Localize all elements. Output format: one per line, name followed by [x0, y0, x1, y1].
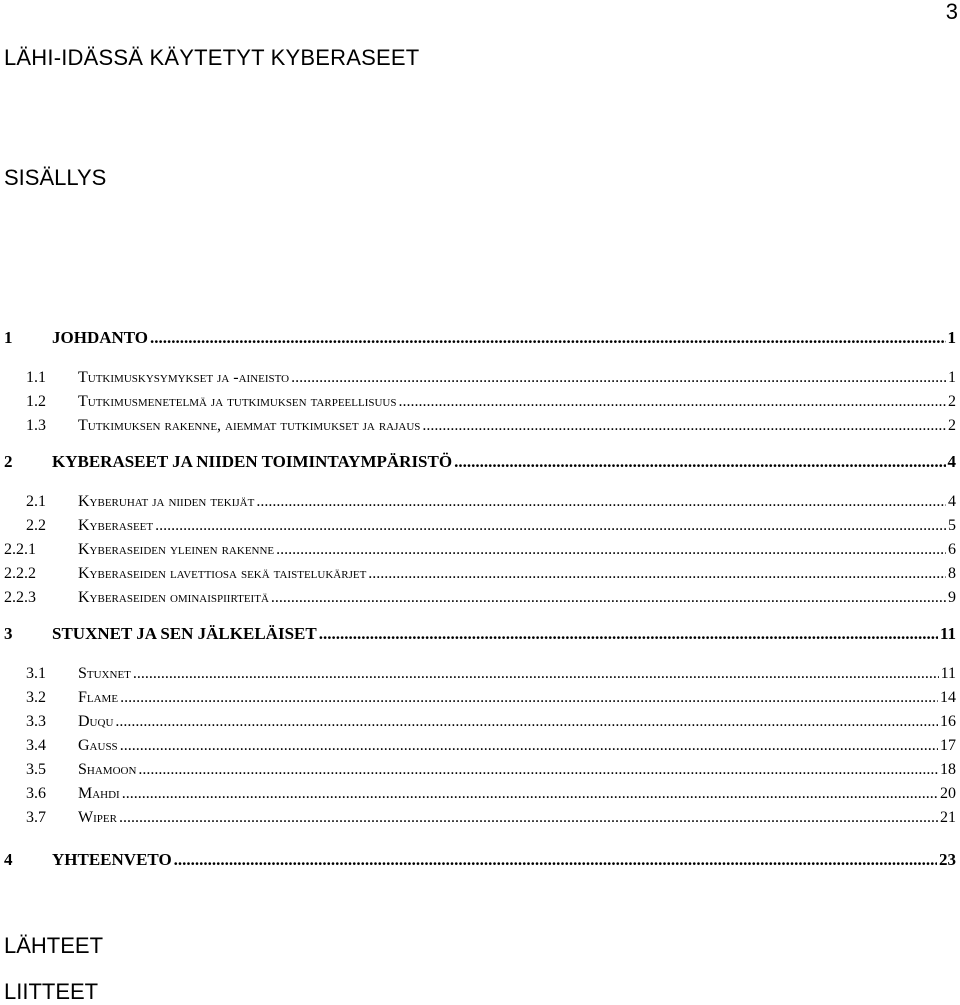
toc-entry-page: 8 [948, 565, 956, 582]
toc-entry-3-6[interactable] [0, 784, 960, 804]
toc-entry-3-5[interactable] [0, 760, 960, 780]
toc-entry-number: 3.6 [26, 785, 46, 802]
toc-entry-number: 3.7 [26, 809, 46, 826]
toc-entry-page: 2 [948, 393, 956, 410]
page-number: 3 [945, 0, 958, 24]
toc-entry-number: 2.2.2 [4, 565, 36, 582]
toc-entry-number: 1.1 [26, 369, 46, 386]
toc-entry-label: Kyberaseiden lavettiosa sekä taistelukärjet [78, 565, 367, 582]
toc-entry-3-2[interactable] [0, 688, 960, 708]
toc-dot-leader [120, 688, 938, 708]
toc-entry-page: 14 [940, 689, 956, 706]
toc-entry-number: 3 [4, 624, 13, 643]
section-lahteet[interactable]: LÄHTEET [4, 933, 104, 958]
toc-entry-page: 23 [939, 850, 956, 869]
toc-entry-number: 2.2.3 [4, 589, 36, 606]
toc-entry-label: STUXNET JA SEN JÄLKELÄISET [52, 624, 317, 643]
toc-entry-label: Kyberaseet [78, 517, 154, 534]
toc-entry-3-7[interactable] [0, 808, 960, 828]
toc-dot-leader [120, 736, 938, 756]
toc-entry-label: Stuxnet [78, 665, 131, 682]
toc-dot-leader [319, 624, 938, 644]
toc-entry-number: 1.3 [26, 417, 46, 434]
toc-entry-page: 2 [948, 417, 956, 434]
toc-entry-2-2-1[interactable] [0, 540, 960, 560]
toc-entry-kyberaseet-ja-niiden-toimintaymparisto[interactable] [0, 452, 960, 472]
toc-entry-page: 1 [947, 328, 956, 347]
toc-entry-label: Kyberuhat ja niiden tekijät [78, 493, 255, 510]
toc-entry-johdanto[interactable] [0, 328, 960, 348]
toc-entry-number: 2.2 [26, 517, 46, 534]
toc-entry-number: 3.2 [26, 689, 46, 706]
toc-dot-leader [276, 540, 946, 560]
toc-entry-label: Tutkimuksen rakenne, aiemmat tutkimukset ja rajaus [78, 417, 421, 434]
toc-entry-label: Tutkimusmenetelmä ja tutkimuksen tarpeellisuus [78, 393, 397, 410]
toc-entry-2-2-2[interactable] [0, 564, 960, 584]
toc-dot-leader [150, 328, 945, 348]
toc-dot-leader [454, 452, 945, 472]
toc-entry-1-2[interactable] [0, 392, 960, 412]
toc-entry-page: 1 [948, 369, 956, 386]
toc-entry-label: Wiper [78, 809, 117, 826]
toc-dot-leader [155, 516, 946, 536]
toc-entry-label: Shamoon [78, 761, 137, 778]
toc-entry-label: YHTEENVETO [52, 850, 172, 869]
toc-dot-leader [399, 392, 947, 412]
toc-entry-page: 18 [940, 761, 956, 778]
toc-entry-1-1[interactable] [0, 368, 960, 388]
toc-dot-leader [256, 492, 946, 512]
toc-entry-page: 21 [940, 809, 956, 826]
toc-entry-number: 1 [4, 328, 13, 347]
toc-entry-2-1[interactable] [0, 492, 960, 512]
toc-entry-page: 6 [948, 541, 956, 558]
section-liitteet[interactable]: LIITTEET [4, 979, 99, 1004]
toc-dot-leader [291, 368, 946, 388]
toc-dot-leader [422, 416, 946, 436]
toc-entry-number: 3.4 [26, 737, 46, 754]
toc-entry-page: 4 [947, 452, 956, 471]
toc-dot-leader [122, 784, 938, 804]
toc-entry-number: 3.3 [26, 713, 46, 730]
toc-entry-page: 17 [940, 737, 956, 754]
toc-entry-page: 16 [940, 713, 956, 730]
toc-dot-leader [138, 760, 938, 780]
toc-entry-number: 2 [4, 452, 13, 471]
toc-entry-3-4[interactable] [0, 736, 960, 756]
toc-heading: SISÄLLYS [4, 165, 107, 190]
toc-dot-leader [133, 664, 939, 684]
toc-entry-label: Kyberaseiden ominaispiirteitä [78, 589, 269, 606]
toc-entry-number: 2.1 [26, 493, 46, 510]
toc-entry-page: 11 [940, 665, 956, 682]
toc-entry-2-2-3[interactable] [0, 588, 960, 608]
toc-dot-leader [368, 564, 946, 584]
toc-entry-2-2[interactable] [0, 516, 960, 536]
toc-entry-label: JOHDANTO [52, 328, 149, 347]
toc-entry-number: 1.2 [26, 393, 46, 410]
toc-dot-leader [115, 712, 938, 732]
toc-entry-page: 20 [940, 785, 956, 802]
document-title: LÄHI-IDÄSSÄ KÄYTETYT KYBERASEET [4, 45, 420, 70]
toc-entry-3-1[interactable] [0, 664, 960, 684]
toc-dot-leader [271, 588, 946, 608]
toc-entry-label: Gauss [78, 737, 118, 754]
toc-entry-page: 11 [939, 624, 956, 643]
toc-entry-page: 4 [948, 493, 956, 510]
toc-entry-3-3[interactable] [0, 712, 960, 732]
toc-entry-number: 4 [4, 850, 13, 869]
toc-entry-number: 3.5 [26, 761, 46, 778]
toc-entry-yhteenveto[interactable] [0, 850, 960, 870]
toc-entry-label: Flame [78, 689, 119, 706]
toc-entry-label: Tutkimuskysymykset ja -aineisto [78, 369, 290, 386]
toc-entry-1-3[interactable] [0, 416, 960, 436]
toc-entry-label: Kyberaseiden yleinen rakenne [78, 541, 275, 558]
toc-dot-leader [119, 808, 938, 828]
toc-entry-number: 2.2.1 [4, 541, 36, 558]
toc-entry-page: 5 [948, 517, 956, 534]
toc-entry-page: 9 [948, 589, 956, 606]
toc-dot-leader [174, 850, 937, 870]
toc-entry-stuxnet-ja-sen-jalkelaiset[interactable] [0, 624, 960, 644]
toc-entry-label: KYBERASEET JA NIIDEN TOIMINTAYMPÄRISTÖ [52, 452, 453, 471]
toc-entry-label: Duqu [78, 713, 114, 730]
toc-entry-label: Mahdi [78, 785, 120, 802]
toc-entry-number: 3.1 [26, 665, 46, 682]
